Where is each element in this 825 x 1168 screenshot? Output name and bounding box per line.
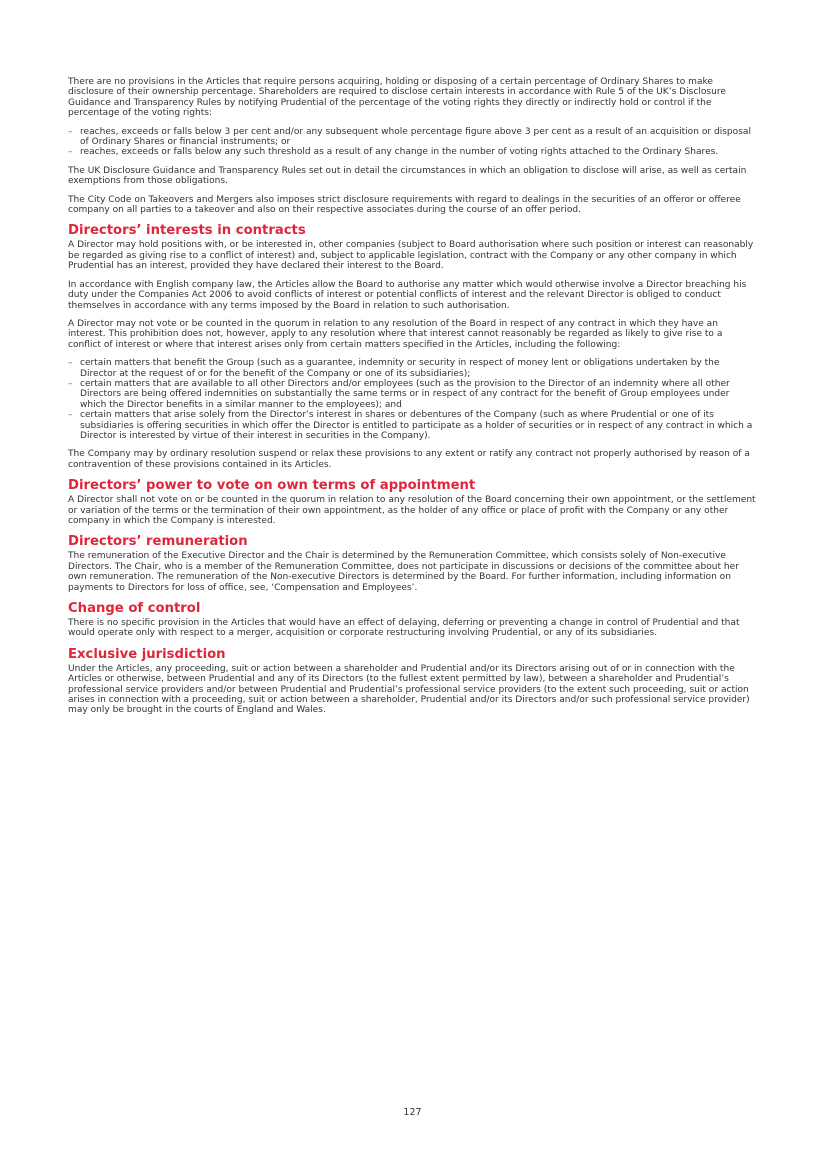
section-heading-contracts: Directors’ interests in contracts — [68, 223, 306, 239]
dash-marker: – — [68, 126, 73, 137]
list-item: – certain matters that arise solely from the Director’s interest in shares or debentures of the Company (such as where Prudential or one of its subsidiaries is offering securities in which offer the Director is entitled to participate as a holder of securities or in respect of any contract in which a Director is interested by virtue of their interest in securities in the Company). — [68, 410, 753, 441]
list-item: – certain matters that benefit the Group (such as a guarantee, indemnity or security in respect of money lent or obligations undertaken by the Director at the request of or for the benefit of the Company or one of its subsidiaries); — [68, 358, 720, 379]
city-code-paragraph: The City Code on Takeovers and Mergers also imposes strict disclosure requirements with regard to dealings in the securities of an offeror or offeree company on all parties to a takeover and also on their respective associates during the course of an offer period. — [68, 194, 741, 216]
contracts-paragraph-3: A Director may not vote or be counted in the quorum in relation to any resolution of the Board in respect of any contract in which they have an interest. This prohibition does not, however, apply to any resolution where that interest cannot reasonably be regarded as likely to give rise to a conflict of interest or where that interest arises only from certain matters specified in the Articles, including the following: — [68, 318, 723, 350]
contracts-paragraph-4: The Company may by ordinary resolution suspend or relax these provisions to any extent or ratify any contract not properly authorised by reason of a contravention of these provisions contained in its Articles. — [68, 449, 750, 470]
threshold-list — [68, 127, 758, 158]
dash-marker: – — [68, 358, 73, 369]
dash-marker: – — [68, 147, 73, 158]
section-heading-remuneration: Directors’ remuneration — [68, 534, 248, 550]
dash-marker: – — [68, 378, 73, 389]
section-heading-change-of-control: Change of control — [68, 601, 201, 617]
dash-marker: – — [68, 410, 73, 421]
matters-list — [68, 358, 758, 441]
list-item: – certain matters that are available to all other Directors and/or employees (such as the provision to the Director of an indemnity where all other Directors are being offered indemnities on substantially the same terms or in respect of any contract for the benefit of Group employees under which the Director benefits in a similar manner to the employees); and — [68, 378, 730, 410]
list-item: – reaches, exceeds or falls below any such threshold as a result of any change in the number of voting rights attached to the Ordinary Shares. — [68, 147, 719, 158]
dtr-paragraph: The UK Disclosure Guidance and Transparency Rules set out in detail the circumstances in which an obligation to disclose will arise, as well as certain exemptions from those obligations. — [68, 165, 747, 187]
power-to-vote-paragraph: A Director shall not vote on or be counted in the quorum in relation to any resolution of the Board concerning their own appointment, or the settlement or variation of the terms or the termination of their own appointment, as the holder of any office or place of profit with the Company or any other company in which the Company is interested. — [68, 495, 756, 526]
change-of-control-paragraph: There is no specific provision in the Articles that would have an effect of delaying, deferring or preventing a change in control of Prudential and that would operate only with respect to a merger, acquisition or corporate restructuring involving Prudential, or any of its subsidiaries. — [68, 618, 740, 639]
list-item: – reaches, exceeds or falls below 3 per cent and/or any subsequent whole percentage figure above 3 per cent as a result of an acquisition or disposal of Ordinary Shares or financial instruments; or — [68, 126, 751, 148]
intro-paragraph: There are no provisions in the Articles that require persons acquiring, holding or disposing of a certain percentage of Ordinary Shares to make disclosure of their ownership percentage. Shareholders are required to disclose certain interests in accordance with Rule 5 of the UK’s Disclosure Guidance and Transparency Rules by notifying Prudential of the percentage of the voting rights they directly or indirectly hold or control if the percentage of the voting rights: — [68, 77, 726, 119]
contracts-paragraph-1: A Director may hold positions with, or be interested in, other companies (subject to Board authorisation where such position or interest can reasonably be regarded as giving rise to a conflict of interest) and, subject to applicable legislation, contract with the Company or any other company in which Prudential has an interest, provided they have declared their interest to the Board. — [68, 240, 754, 272]
page-number: 127 — [403, 1107, 422, 1118]
jurisdiction-paragraph: Under the Articles, any proceeding, suit or action between a shareholder and Prudential and/or its Directors arising out of or in connection with the Articles or otherwise, between Prudential and any of its Directors (to the fullest extent permitted by law), between a shareholder and Prudential’s professional service providers and/or between Prudential and Prudential’s professional service providers (to the extent such proceeding, suit or action arises in connection with a proceeding, suit or action between a shareholder, Prudential and/or its Directors and/or such professional service provider) may only be brought in the courts of England and Wales. — [68, 663, 750, 716]
contracts-paragraph-2: In accordance with English company law, the Articles allow the Board to authorise any matter which would otherwise involve a Director breaching his duty under the Companies Act 2006 to avoid conflicts of interest or potential conflicts of interest and the relevant Director is obliged to conduct themselves in accordance with any terms imposed by the Board in relation to such authorisation. — [68, 279, 747, 311]
remuneration-paragraph: The remuneration of the Executive Director and the Chair is determined by the Remuneration Committee, which consists solely of Non-executive Directors. The Chair, who is a member of the Remuneration Committee, does not participate in discussions or decisions of the committee about her own remuneration. The remuneration of the Non-executive Directors is determined by the Board. For further information, including information on payments to Directors for loss of office, see, ‘Compensation and Employees’. — [68, 551, 739, 593]
page-content — [68, 77, 758, 724]
section-heading-jurisdiction: Exclusive jurisdiction — [68, 646, 226, 662]
section-heading-power-to-vote: Directors’ power to vote on own terms of appointment — [68, 478, 476, 494]
